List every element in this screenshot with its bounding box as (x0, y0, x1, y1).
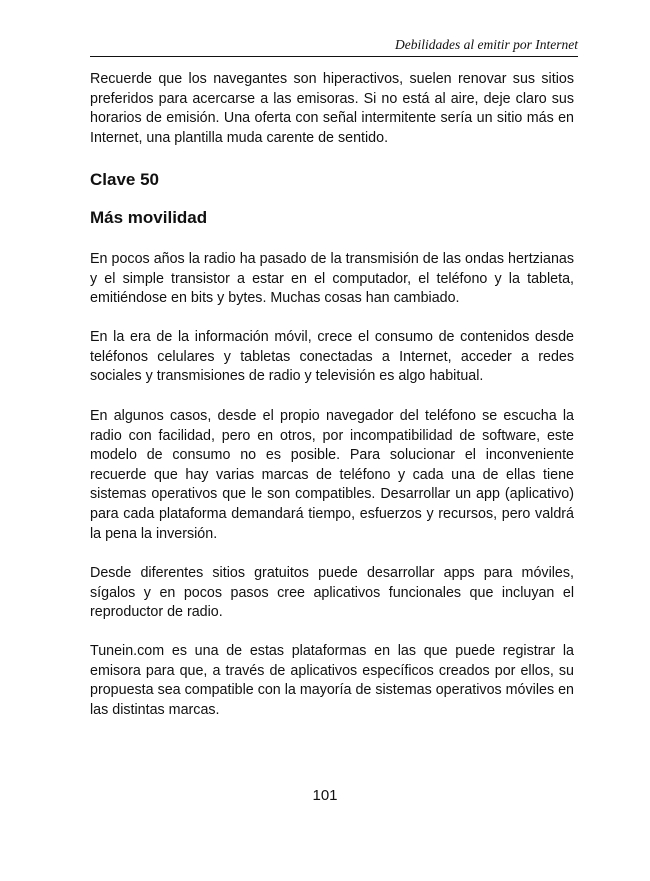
paragraph-1: En pocos años la radio ha pasado de la transmisión de las ondas hertzianas y el simple transistor a estar en el computador, el teléfono y la tableta, emitiéndose en bits y bytes. Muchas cosas han cambiado. (90, 251, 574, 307)
section-title: Más movilidad (90, 208, 208, 227)
section-label: Clave 50 (90, 170, 159, 189)
paragraph-2: En la era de la información móvil, crece el consumo de contenidos desde teléfonos celulares y tabletas conectadas a Internet, acceder a redes sociales y transmisiones de radio y televisión es algo habitual. (90, 329, 574, 385)
paragraph-4: Desde diferentes sitios gratuitos puede desarrollar apps para móviles, sígalos y en pocos pasos cree aplicativos funcionales que incluyan el reproductor de radio. (90, 565, 574, 621)
paragraph-3: En algunos casos, desde el propio navegador del teléfono se escucha la radio con facilidad, pero en otros, por incompatibilidad de software, este modelo de consumo no es posible. Para solucionar el inconveniente recuerde que hay varias marcas de teléfono y cada una de ellas tiene sistemas operativos que le son compatibles. Desarrollar un app (aplicativo) para cada plataforma demandará tiempo, esfuerzos y recursos, pero valdrá la pena la inversión. (90, 408, 574, 542)
page-number: 101 (312, 787, 338, 804)
intro-paragraph: Recuerde que los navegantes son hiperactivos, suelen renovar sus sitios preferidos para acercarse a las emisoras. Si no está al aire, deje claro sus horarios de emisión. Una oferta con señal intermitente sería un sitio más en Internet, una plantilla muda carente de sentido. (90, 71, 574, 146)
header-rule (90, 56, 578, 57)
paragraph-5: Tunein.com es una de estas plataformas en las que puede registrar la emisora para que, a través de aplicativos específicos creados por ellos, su propuesta sea compatible con la mayoría de sistemas operativos móviles en las distintas marcas. (90, 643, 574, 718)
running-header-title: Debilidades al emitir por Internet (395, 37, 578, 52)
